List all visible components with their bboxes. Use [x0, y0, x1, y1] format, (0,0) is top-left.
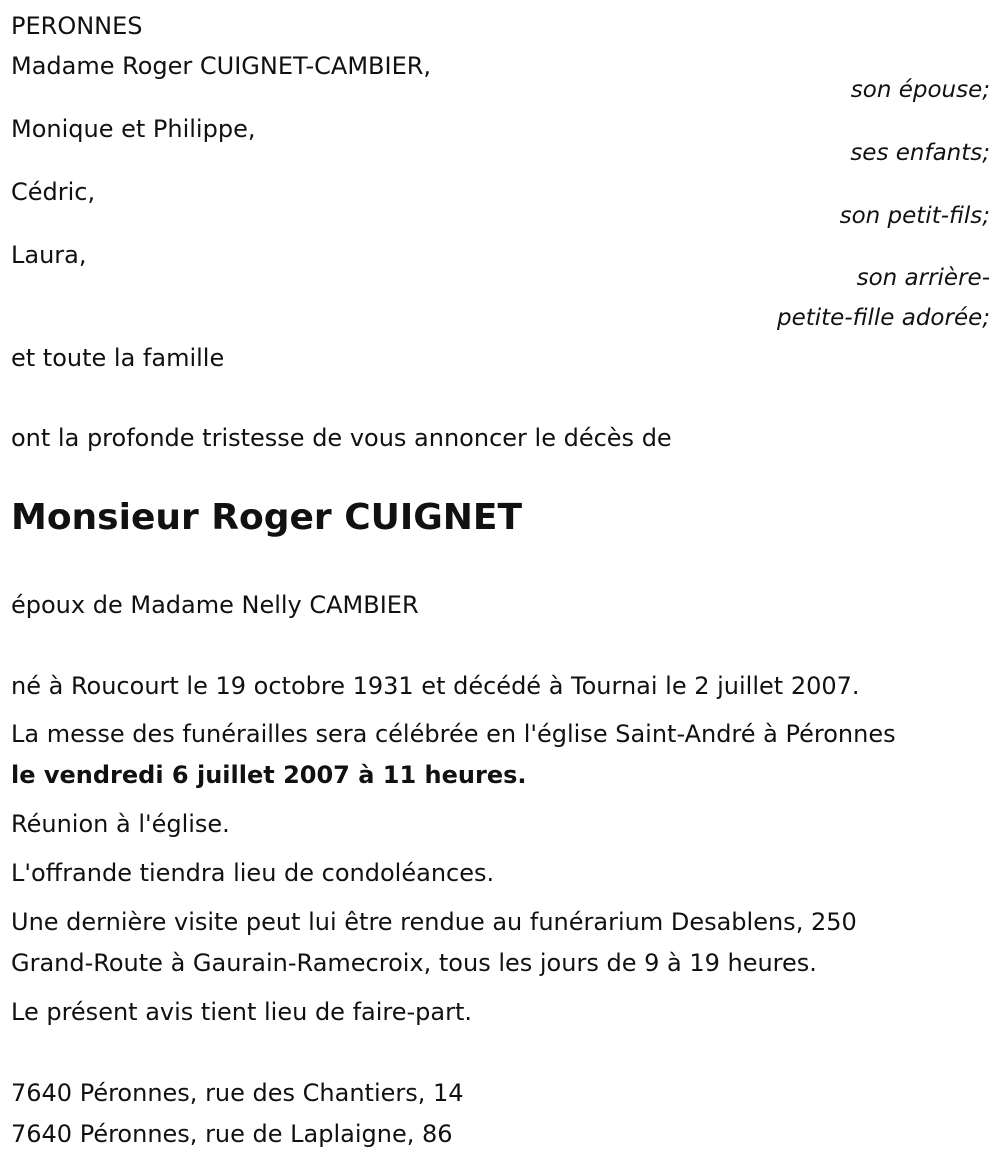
deceased-spouse: époux de Madame Nelly CAMBIER: [11, 591, 419, 619]
family-member-greatgranddaughter-name: Laura,: [11, 241, 87, 269]
funeral-visit-line2: Grand-Route à Gaurain-Ramecroix, tous les jours de 9 à 19 heures.: [11, 949, 817, 977]
town-header: PERONNES: [11, 12, 143, 40]
address-1: 7640 Péronnes, rue des Chantiers, 14: [11, 1079, 464, 1107]
family-member-grandson-relation: son petit-fils;: [839, 203, 990, 229]
deceased-name: Monsieur Roger CUIGNET: [11, 497, 523, 538]
family-member-spouse-relation: son épouse;: [850, 77, 990, 103]
deceased-life-dates: né à Roucourt le 19 octobre 1931 et décédé à Tournai le 2 juillet 2007.: [11, 672, 860, 700]
family-member-greatgranddaughter-relation-line1: son arrière-: [856, 265, 990, 291]
funeral-offering: L'offrande tiendra lieu de condoléances.: [11, 859, 495, 887]
family-member-children-relation: ses enfants;: [850, 140, 990, 166]
announcement-text: ont la profonde tristesse de vous annoncer le décès de: [11, 424, 672, 452]
family-member-grandson-name: Cédric,: [11, 178, 96, 206]
funeral-meeting: Réunion à l'église.: [11, 810, 230, 838]
family-member-greatgranddaughter-relation-line2: petite-fille adorée;: [777, 305, 990, 331]
family-closing: et toute la famille: [11, 344, 225, 372]
address-2: 7640 Péronnes, rue de Laplaigne, 86: [11, 1120, 453, 1148]
family-member-spouse-name: Madame Roger CUIGNET-CAMBIER,: [11, 52, 432, 80]
family-member-children-name: Monique et Philippe,: [11, 115, 256, 143]
funeral-date: le vendredi 6 juillet 2007 à 11 heures.: [11, 761, 527, 789]
funeral-visit-line1: Une dernière visite peut lui être rendue au funérarium Desablens, 250: [11, 908, 857, 936]
funeral-mass: La messe des funérailles sera célébrée en l'église Saint-André à Péronnes: [11, 720, 896, 748]
faire-part-notice: Le présent avis tient lieu de faire-part.: [11, 998, 473, 1026]
